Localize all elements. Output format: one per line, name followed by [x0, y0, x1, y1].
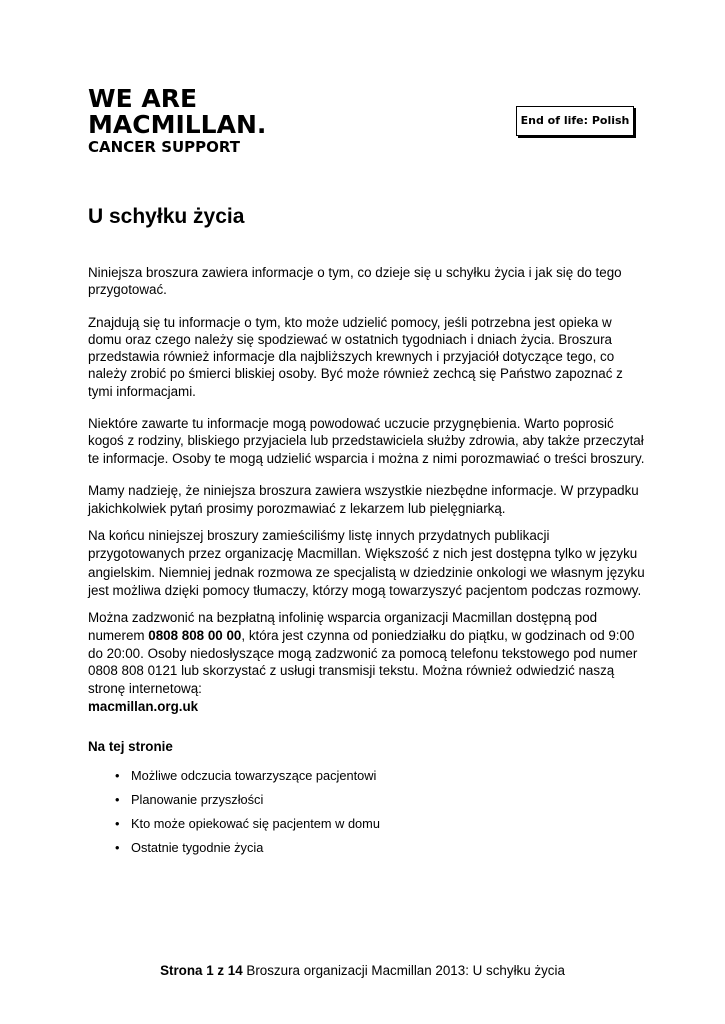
list-item: • Kto może opiekować się pacjentem w domu: [88, 812, 648, 836]
contact-paragraph: [88, 609, 648, 716]
warning-paragraph: Niektóre zawarte tu informacje mogą powodować uczucie przygnębienia. Warto poprosić kogoś z rodziny, bliskiego przyjaciela lub przedstawiciela służby zdrowia, aby także przeczytał te informacje. Osoby te mogą udzielić wsparcia i można z nimi porozmawiać o treści broszury.: [88, 416, 645, 466]
questions-paragraph: Mamy nadzieję, że niniejsza broszura zawiera wszystkie niezbędne informacje. W przypadku jakichkolwiek pytań prosimy porozmawiać z lekarzem lub pielęgniarką.: [88, 482, 639, 517]
logo-line-2: MACMILLAN.: [88, 110, 267, 139]
on-page-list: [88, 764, 648, 860]
publications-paragraph: Na końcu niniejszej broszury zamieściliśmy listę innych przydatnych publikacji przygotowanych przez organizację Macmillan. Większość z nich jest dostępna tylko w języku angielskim. Niemniej jednak rozmowa ze specjalistą w dziedzinie onkologi we własnym języku jest możliwa dzięki pomocy tłumaczy, którzy mogą towarzyszyć pacjentom podczas rozmowy.: [88, 527, 645, 599]
website-link[interactable]: macmillan.org.uk: [88, 698, 199, 714]
list-item: • Planowanie przyszłości: [88, 788, 648, 812]
list-item: • Ostatnie tygodnie życia: [88, 836, 648, 860]
page-title: U schyłku życia: [88, 205, 245, 228]
list-item: • Możliwe odczucia towarzyszące pacjentowi: [88, 764, 648, 788]
logo-line-3: CANCER SUPPORT: [88, 138, 241, 156]
contact-text-b: , która jest czynna od poniedziałku do piątku, w godzinach od 9:00 do 20:00. Osoby niedosłyszące mogą zadzwonić za pomocą telefonu tekstowego pod numer 0808 808 0121 lub skorzystać z usługi transmisji tekstu. Można również odwiedzić naszą stronę internetową:: [88, 627, 638, 697]
language-tag: End of life: Polish: [516, 106, 634, 136]
macmillan-logo: [88, 86, 266, 155]
footer-text: Broszura organizacji Macmillan 2013: U schyłku życia: [242, 963, 565, 978]
on-page-heading: Na tej stronie: [88, 738, 173, 754]
contact-text-a: Można zadzwonić na bezpłatną infolinię wsparcia organizacji Macmillan dostępną pod numerem: [88, 609, 598, 643]
logo-line-1: WE ARE: [88, 84, 198, 113]
main-content: [88, 264, 648, 860]
intro-paragraph: Niniejsza broszura zawiera informacje o tym, co dzieje się u schyłku życia i jak się do tego przygotować.: [88, 265, 622, 298]
page-number: Strona 1 z 14: [160, 963, 243, 978]
help-paragraph: Znajdują się tu informacje o tym, kto może udzielić pomocy, jeśli potrzebna jest opieka w domu oraz czego należy się spodziewać w ostatnich tygodniach i dniach życia. Broszura przedstawia również informacje dla najbliższych krewnych i przyjaciół dotyczące tego, co należy zrobić po śmierci bliskiej osoby. Być może również zechcą się Państwo zapoznać z tymi informacjami.: [88, 314, 623, 399]
page-footer: [0, 963, 725, 978]
support-phone: 0808 808 00 00: [148, 627, 242, 643]
